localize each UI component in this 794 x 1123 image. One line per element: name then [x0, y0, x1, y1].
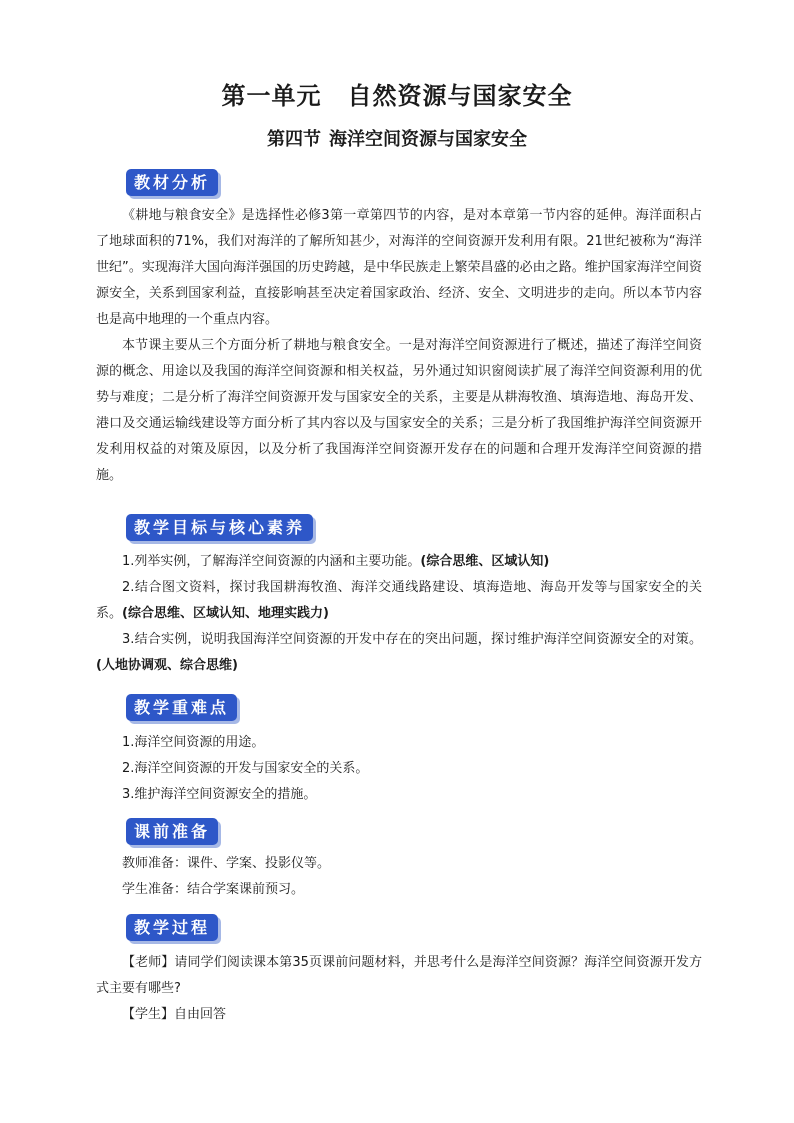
analysis-paragraph: 本节课主要从三个方面分析了耕地与粮食安全。一是对海洋空间资源进行了概述，描述了海洋空间资源的概念、用途以及我国的海洋空间资源和相关权益，另外通过知识窗阅读扩展了海洋空间资源利用的优势与难度；二是分析了海洋空间资源开发与国家安全的关系，主要是从耕海牧渔、填海造地、海岛开发、港口及交通运输线建设等方面分析了其内容以及与国家安全的关系；三是分析了我国维护海洋空间资源开发利用权益的对策及原因，以及分析了我国海洋空间资源开发存在的问题和合理开发海洋空间资源的措施。 — [96, 338, 702, 483]
keypoint-item: 1.海洋空间资源的用途。 — [122, 735, 265, 750]
keypoints-list — [96, 730, 702, 808]
objective-competency-tag: (综合思维、区域认知) — [420, 554, 550, 569]
analysis-heading-badge: 教材分析 — [126, 169, 218, 196]
objectives-heading-badge: 教学目标与核心素养 — [126, 514, 313, 541]
keypoint-item: 2.海洋空间资源的开发与国家安全的关系。 — [122, 761, 369, 776]
teacher-role-tag: 【老师】 — [122, 955, 175, 970]
objective-text: 2.结合图文资料，探讨我国耕海牧渔、海洋交通线路建设、填海造地、海岛开发等与国家安全的关系。 — [96, 580, 702, 621]
process-heading-badge: 教学过程 — [126, 914, 218, 941]
objective-item — [96, 627, 702, 679]
preparation-heading-badge: 课前准备 — [126, 818, 218, 845]
objective-item — [96, 549, 702, 575]
unit-number: 第一单元 — [221, 81, 322, 110]
section-number: 第四节 — [267, 129, 321, 150]
student-response — [96, 1002, 702, 1028]
teacher-prompt-text: 请同学们阅读课本第35页课前问题材料，并思考什么是海洋空间资源？海洋空间资源开发方式主要有哪些? — [96, 955, 702, 996]
section-name: 海洋空间资源与国家安全 — [329, 129, 527, 150]
objective-text: 3.结合实例，说明我国海洋空间资源的开发中存在的突出问题，探讨维护海洋空间资源安全的对策。 — [122, 632, 702, 647]
section-title — [0, 125, 794, 151]
analysis-paragraph: 《耕地与粮食安全》是选择性必修3第一章第四节的内容，是对本章第一节内容的延伸。海洋面积占了地球面积的71%，我们对海洋的了解所知甚少，对海洋的空间资源开发利用有限。21世纪被称为“海洋世纪”。实现海洋大国向海洋强国的历史跨越，是中华民族走上繁荣昌盛的必由之路。维护国家海洋空间资源安全，关系到国家利益，直接影响甚至决定着国家政治、经济、安全、文明进步的走向。所以本节内容也是高中地理的一个重点内容。 — [96, 208, 702, 327]
objective-item — [96, 575, 702, 627]
objective-competency-tag: (综合思维、区域认知、地理实践力) — [122, 606, 329, 621]
student-response-text: 自由回答 — [174, 1007, 227, 1022]
student-preparation: 学生准备：结合学案课前预习。 — [122, 882, 305, 897]
keypoints-heading-badge: 教学重难点 — [126, 694, 237, 721]
teacher-preparation: 教师准备：课件、学案、投影仪等。 — [122, 856, 331, 871]
objective-text: 1.列举实例，了解海洋空间资源的内涵和主要功能。 — [122, 554, 421, 569]
analysis-body — [96, 203, 702, 489]
objective-competency-tag: (人地协调观、综合思维) — [96, 658, 238, 673]
preparation-body — [96, 851, 702, 903]
unit-name: 自然资源与国家安全 — [347, 81, 573, 110]
unit-title — [0, 76, 794, 111]
process-body — [96, 950, 702, 1028]
keypoint-item: 3.维护海洋空间资源安全的措施。 — [122, 787, 317, 802]
teacher-prompt — [96, 950, 702, 1002]
student-role-tag: 【学生】 — [122, 1007, 175, 1022]
objectives-list — [96, 549, 702, 679]
